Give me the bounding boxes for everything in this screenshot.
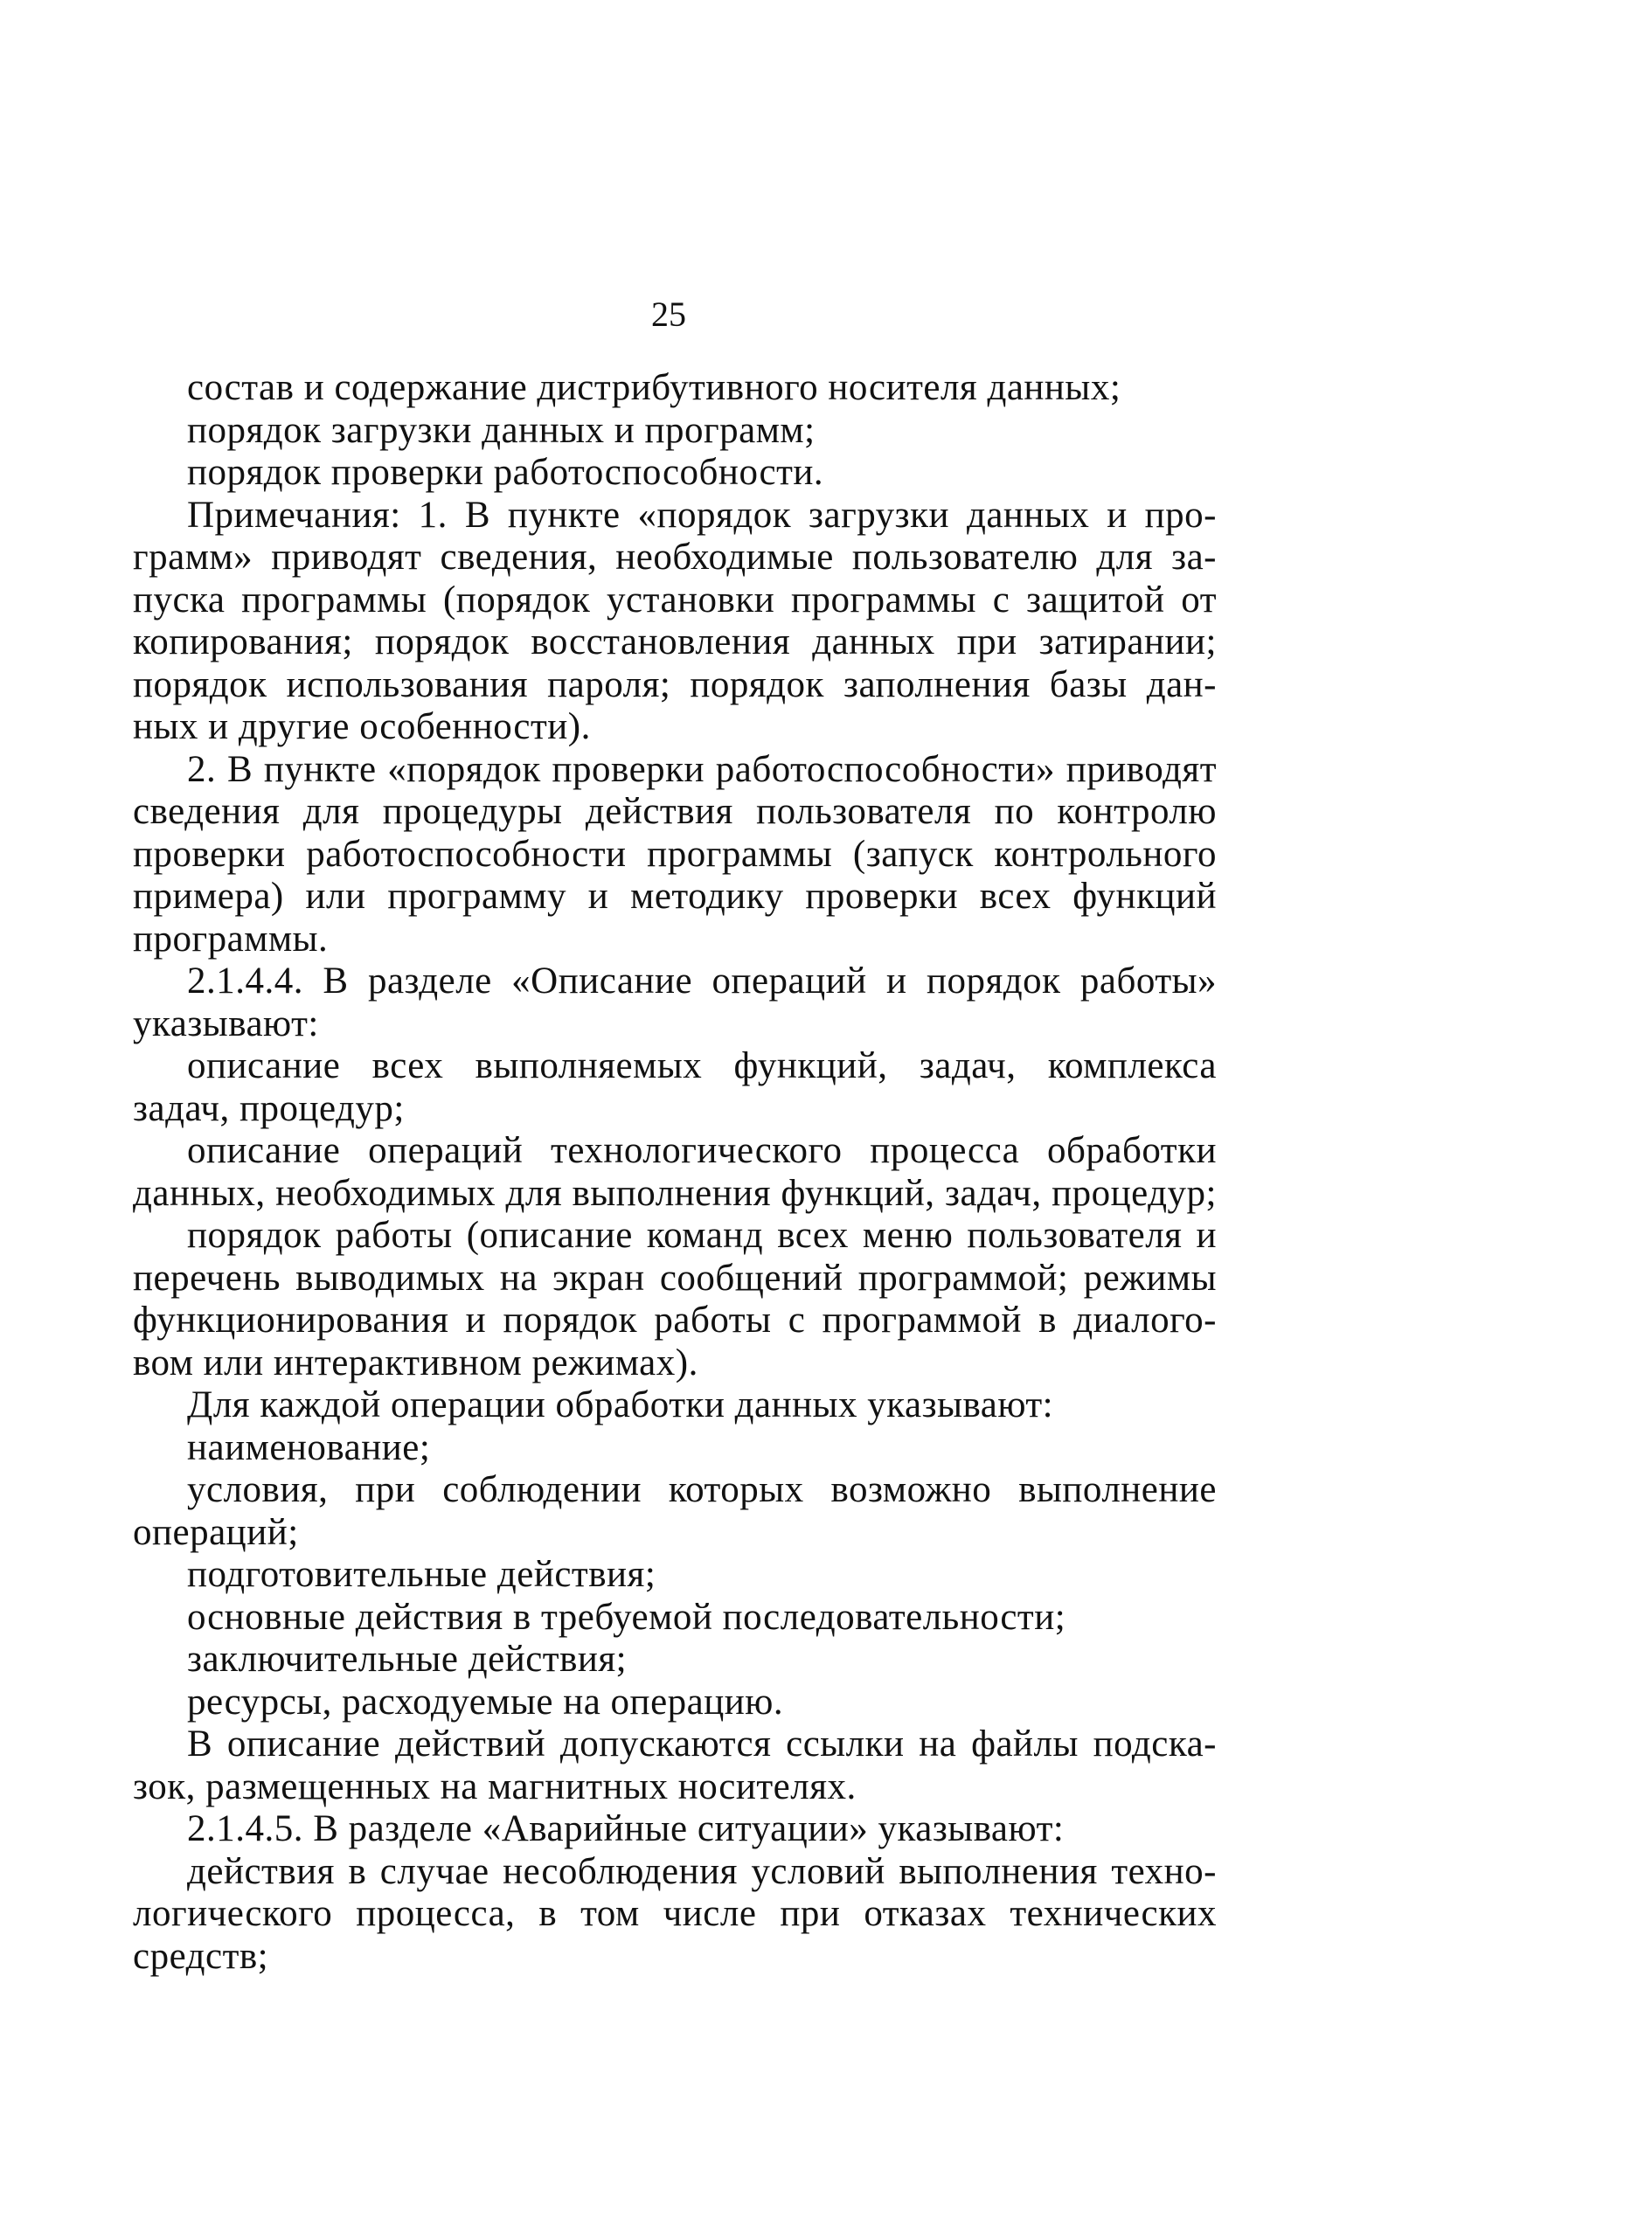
text-line: описание операций технологического процесса обработки [187, 1130, 1217, 1171]
text-line: примера) или программу и методику проверки всех функций [133, 876, 1217, 917]
text-line: ресурсы, расходуемые на операцию. [187, 1681, 784, 1723]
text-line: описание всех выполняемых функций, задач, комплекса [187, 1045, 1217, 1086]
text-line: грамм» приводят сведения, необходимые пользователю для за- [133, 537, 1217, 578]
text-line: задач, процедур; [133, 1087, 405, 1129]
page-number: 25 [651, 295, 686, 334]
text-line: копирования; порядок восстановления данных при затирании; [133, 621, 1217, 662]
text-line: функционирования и порядок работы с программой в диалого- [133, 1300, 1217, 1341]
text-line: перечень выводимых на экран сообщений программой; режимы [133, 1257, 1217, 1299]
text-line: порядок загрузки данных и программ; [187, 409, 816, 451]
text-line: проверки работоспособности программы (запуск контрольного [133, 833, 1217, 875]
text-line: пуска программы (порядок установки программы с защитой от [133, 579, 1217, 621]
text-line: порядок использования пароля; порядок заполнения базы дан- [133, 663, 1217, 705]
text-line: 2.1.4.4. В разделе «Описание операций и порядок работы» [187, 960, 1217, 1002]
text-line: вом или интерактивном режимах). [133, 1342, 698, 1383]
text-line: зок, размещенных на магнитных носителях. [133, 1765, 857, 1807]
text-line: заключительные действия; [187, 1639, 628, 1680]
text-line: 2. В пункте «порядок проверки работоспособности» приводят [187, 748, 1217, 790]
text-line: 2.1.4.5. В разделе «Аварийные ситуации» указывают: [187, 1808, 1065, 1849]
text-line: программы. [133, 918, 329, 960]
text-line: В описание действий допускаются ссылки на файлы подска- [187, 1723, 1217, 1765]
text-line: наименование; [187, 1426, 431, 1468]
text-line: Примечания: 1. В пункте «порядок загрузки данных и про- [187, 494, 1217, 536]
text-line: операций; [133, 1511, 299, 1553]
text-line: действия в случае несоблюдения условий выполнения техно- [187, 1850, 1217, 1892]
body-text [133, 367, 1217, 1978]
text-line: сведения для процедуры действия пользователя по контролю [133, 791, 1217, 832]
text-line: Для каждой операции обработки данных указывают: [187, 1384, 1054, 1425]
text-line: ных и другие особенности). [133, 706, 591, 747]
text-line: подготовительные действия; [187, 1554, 656, 1595]
text-line: данных, необходимых для выполнения функций, задач, процедур; [133, 1172, 1217, 1214]
text-line: средств; [133, 1935, 269, 1977]
text-line: порядок проверки работоспособности. [187, 452, 824, 493]
text-line: условия, при соблюдении которых возможно выполнение [187, 1469, 1217, 1510]
text-line: основные действия в требуемой последовательности; [187, 1596, 1066, 1638]
text-line: указывают: [133, 1002, 319, 1044]
text-line: логического процесса, в том числе при отказах технических [133, 1893, 1217, 1934]
text-line: состав и содержание дистрибутивного носителя данных; [187, 367, 1121, 408]
text-line: порядок работы (описание команд всех меню пользователя и [187, 1215, 1217, 1256]
